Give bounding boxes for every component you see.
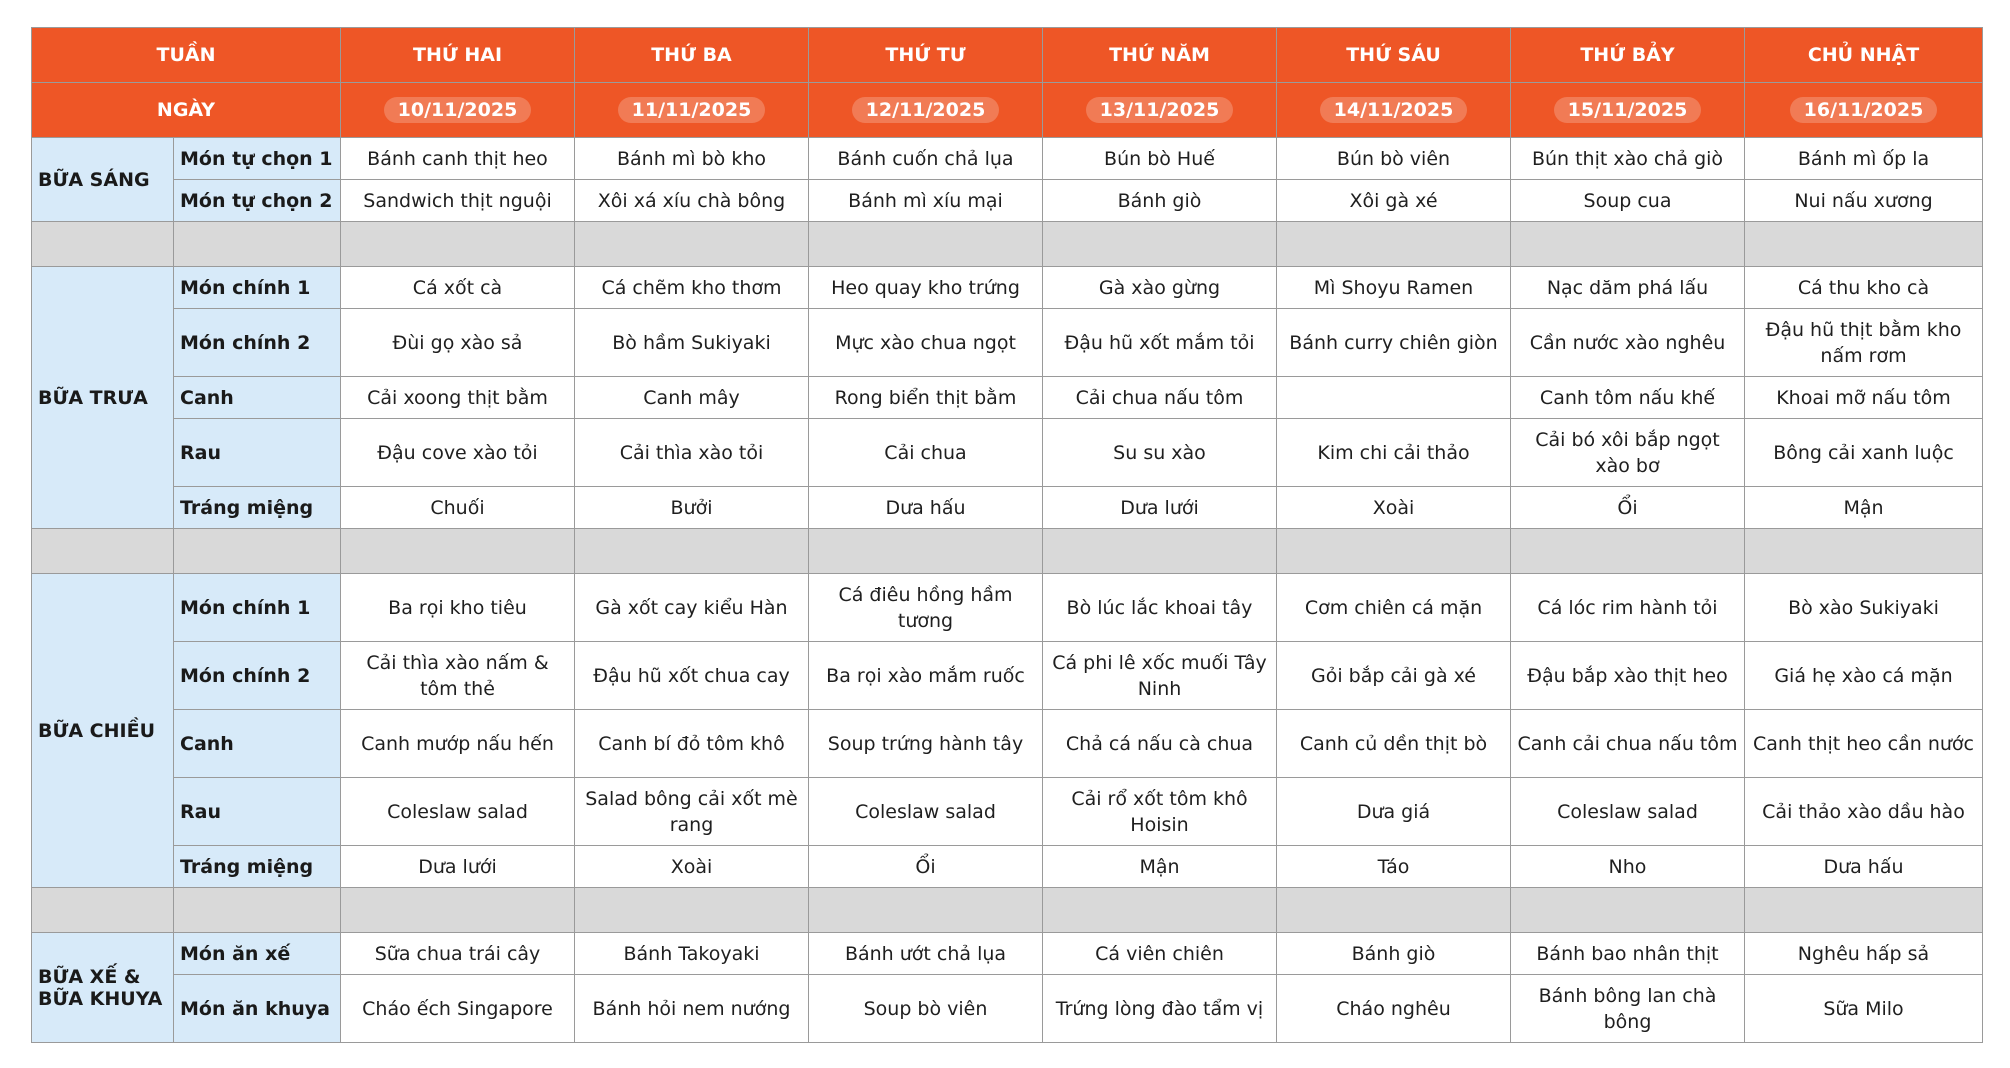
menu-cell: Cải thìa xào tỏi (575, 419, 809, 487)
menu-cell: Cá điêu hồng hầm tương (809, 574, 1043, 642)
menu-cell: Bún bò viên (1277, 138, 1511, 180)
menu-cell: Kim chi cải thảo (1277, 419, 1511, 487)
menu-cell: Nạc dăm phá lấu (1511, 267, 1745, 309)
menu-cell: Bánh cuốn chả lụa (809, 138, 1043, 180)
snack-row (32, 933, 1983, 975)
row-label: Món ăn khuya (174, 975, 341, 1043)
menu-cell: Gỏi bắp cải gà xé (1277, 642, 1511, 710)
menu-cell: Xôi gà xé (1277, 180, 1511, 222)
menu-cell (1277, 377, 1511, 419)
menu-cell: Cần nước xào nghêu (1511, 309, 1745, 377)
date-cell (1511, 83, 1745, 138)
menu-cell: Cá xốt cà (341, 267, 575, 309)
menu-cell: Canh tôm nấu khế (1511, 377, 1745, 419)
lunch-row (32, 419, 1983, 487)
date-badge: 15/11/2025 (1554, 97, 1702, 123)
menu-cell: Bánh giò (1043, 180, 1277, 222)
row-label: Rau (174, 419, 341, 487)
lunch-row (32, 487, 1983, 529)
row-label: Món chính 1 (174, 574, 341, 642)
menu-cell: Salad bông cải xốt mè rang (575, 778, 809, 846)
date-badge: 16/11/2025 (1790, 97, 1938, 123)
menu-cell: Cá lóc rim hành tỏi (1511, 574, 1745, 642)
meal-snack (32, 933, 174, 1043)
menu-cell: Bánh ướt chả lụa (809, 933, 1043, 975)
menu-cell: Cháo nghêu (1277, 975, 1511, 1043)
row-label: Món chính 1 (174, 267, 341, 309)
row-label: Canh (174, 710, 341, 778)
menu-cell: Táo (1277, 846, 1511, 888)
meal-dinner: BỮA CHIỀU (32, 574, 174, 888)
menu-cell: Canh cải chua nấu tôm (1511, 710, 1745, 778)
dinner-row (32, 778, 1983, 846)
menu-cell: Sữa chua trái cây (341, 933, 575, 975)
menu-cell: Bò hầm Sukiyaki (575, 309, 809, 377)
menu-cell: Cải thảo xào dầu hào (1745, 778, 1983, 846)
menu-cell: Đậu bắp xào thịt heo (1511, 642, 1745, 710)
menu-cell: Cải chua nấu tôm (1043, 377, 1277, 419)
menu-cell: Dưa lưới (1043, 487, 1277, 529)
menu-cell: Xôi xá xíu chà bông (575, 180, 809, 222)
lunch-row (32, 377, 1983, 419)
menu-cell: Bánh curry chiên giòn (1277, 309, 1511, 377)
date-badge: 14/11/2025 (1320, 97, 1468, 123)
menu-cell: Cải bó xôi bắp ngọt xào bơ (1511, 419, 1745, 487)
menu-cell: Soup cua (1511, 180, 1745, 222)
week-label: TUẦN (32, 28, 341, 83)
row-label: Tráng miệng (174, 846, 341, 888)
menu-cell: Bánh bao nhân thịt (1511, 933, 1745, 975)
menu-cell: Ba rọi kho tiêu (341, 574, 575, 642)
row-label: Món tự chọn 2 (174, 180, 341, 222)
lunch-row (32, 309, 1983, 377)
date-badge: 12/11/2025 (852, 97, 1000, 123)
menu-cell: Chuối (341, 487, 575, 529)
day-header: THỨ TƯ (809, 28, 1043, 83)
menu-cell: Đùi gọ xào sả (341, 309, 575, 377)
day-header: CHỦ NHẬT (1745, 28, 1983, 83)
header-row-days (32, 28, 1983, 83)
menu-cell: Soup trứng hành tây (809, 710, 1043, 778)
separator-row (32, 529, 1983, 574)
menu-cell: Đậu hũ xốt chua cay (575, 642, 809, 710)
breakfast-row (32, 180, 1983, 222)
menu-cell: Mì Shoyu Ramen (1277, 267, 1511, 309)
date-cell (809, 83, 1043, 138)
menu-cell: Rong biển thịt bằm (809, 377, 1043, 419)
date-cell (341, 83, 575, 138)
menu-cell: Cá chẽm kho thơm (575, 267, 809, 309)
menu-cell: Bánh hỏi nem nướng (575, 975, 809, 1043)
menu-cell: Mận (1043, 846, 1277, 888)
menu-cell: Cá viên chiên (1043, 933, 1277, 975)
menu-cell: Nho (1511, 846, 1745, 888)
row-label: Món ăn xế (174, 933, 341, 975)
menu-cell: Giá hẹ xào cá mặn (1745, 642, 1983, 710)
menu-cell: Canh mướp nấu hến (341, 710, 575, 778)
date-cell (1043, 83, 1277, 138)
menu-cell: Bò xào Sukiyaki (1745, 574, 1983, 642)
day-header: THỨ NĂM (1043, 28, 1277, 83)
snack-row (32, 975, 1983, 1043)
menu-cell: Bò lúc lắc khoai tây (1043, 574, 1277, 642)
menu-cell: Bông cải xanh luộc (1745, 419, 1983, 487)
date-cell (1745, 83, 1983, 138)
separator-row (32, 222, 1983, 267)
row-label: Canh (174, 377, 341, 419)
menu-cell: Gà xào gừng (1043, 267, 1277, 309)
menu-cell: Sữa Milo (1745, 975, 1983, 1043)
meal-snack-line2: BỮA KHUYA (38, 987, 163, 1010)
menu-cell: Mận (1745, 487, 1983, 529)
row-label: Rau (174, 778, 341, 846)
dinner-row (32, 574, 1983, 642)
menu-cell: Ổi (809, 846, 1043, 888)
menu-cell: Chả cá nấu cà chua (1043, 710, 1277, 778)
menu-cell: Cháo ếch Singapore (341, 975, 575, 1043)
menu-cell: Dưa lưới (341, 846, 575, 888)
menu-cell: Đậu hũ thịt bằm kho nấm rơm (1745, 309, 1983, 377)
dinner-row (32, 710, 1983, 778)
menu-cell: Dưa giá (1277, 778, 1511, 846)
breakfast-row (32, 138, 1983, 180)
menu-cell: Bún thịt xào chả giò (1511, 138, 1745, 180)
menu-cell: Cải rổ xốt tôm khô Hoisin (1043, 778, 1277, 846)
lunch-row (32, 267, 1983, 309)
menu-cell: Cơm chiên cá mặn (1277, 574, 1511, 642)
menu-cell: Coleslaw salad (809, 778, 1043, 846)
menu-cell: Su su xào (1043, 419, 1277, 487)
date-badge: 11/11/2025 (618, 97, 766, 123)
menu-cell: Dưa hấu (809, 487, 1043, 529)
row-label: Món chính 2 (174, 642, 341, 710)
menu-cell: Bánh mì bò kho (575, 138, 809, 180)
row-label: Tráng miệng (174, 487, 341, 529)
menu-cell: Cải chua (809, 419, 1043, 487)
date-cell (575, 83, 809, 138)
dinner-row (32, 846, 1983, 888)
menu-cell: Bánh giò (1277, 933, 1511, 975)
menu-cell: Gà xốt cay kiểu Hàn (575, 574, 809, 642)
menu-cell: Soup bò viên (809, 975, 1043, 1043)
menu-cell: Cải xoong thịt bằm (341, 377, 575, 419)
menu-cell: Canh thịt heo cần nước (1745, 710, 1983, 778)
row-label: Món chính 2 (174, 309, 341, 377)
menu-cell: Trứng lòng đào tẩm vị (1043, 975, 1277, 1043)
meal-breakfast: BỮA SÁNG (32, 138, 174, 222)
day-header: THỨ SÁU (1277, 28, 1511, 83)
meal-lunch: BỮA TRƯA (32, 267, 174, 529)
menu-cell: Xoài (575, 846, 809, 888)
menu-cell: Heo quay kho trứng (809, 267, 1043, 309)
day-header: THỨ BẢY (1511, 28, 1745, 83)
dinner-row (32, 642, 1983, 710)
menu-cell: Mực xào chua ngọt (809, 309, 1043, 377)
header-row-dates (32, 83, 1983, 138)
menu-cell: Nghêu hấp sả (1745, 933, 1983, 975)
menu-cell: Đậu cove xào tỏi (341, 419, 575, 487)
menu-cell: Cá phi lê xốc muối Tây Ninh (1043, 642, 1277, 710)
menu-cell: Bánh Takoyaki (575, 933, 809, 975)
menu-cell: Ổi (1511, 487, 1745, 529)
menu-cell: Bánh bông lan chà bông (1511, 975, 1745, 1043)
menu-cell: Sandwich thịt nguội (341, 180, 575, 222)
date-badge: 13/11/2025 (1086, 97, 1234, 123)
menu-cell: Bánh canh thịt heo (341, 138, 575, 180)
row-label: Món tự chọn 1 (174, 138, 341, 180)
date-cell (1277, 83, 1511, 138)
weekly-menu-table (31, 27, 1983, 1043)
meal-snack-line1: BỮA XẾ & (38, 965, 141, 988)
day-header: THỨ BA (575, 28, 809, 83)
date-label: NGÀY (32, 83, 341, 138)
menu-cell: Coleslaw salad (1511, 778, 1745, 846)
menu-cell: Canh mây (575, 377, 809, 419)
separator-row (32, 888, 1983, 933)
menu-cell: Bánh mì xíu mại (809, 180, 1043, 222)
menu-cell: Khoai mỡ nấu tôm (1745, 377, 1983, 419)
menu-cell: Coleslaw salad (341, 778, 575, 846)
menu-cell: Xoài (1277, 487, 1511, 529)
menu-cell: Bún bò Huế (1043, 138, 1277, 180)
menu-cell: Dưa hấu (1745, 846, 1983, 888)
menu-cell: Bưởi (575, 487, 809, 529)
menu-cell: Bánh mì ốp la (1745, 138, 1983, 180)
menu-cell: Cá thu kho cà (1745, 267, 1983, 309)
menu-cell: Nui nấu xương (1745, 180, 1983, 222)
day-header: THỨ HAI (341, 28, 575, 83)
menu-cell: Cải thìa xào nấm & tôm thẻ (341, 642, 575, 710)
menu-cell: Ba rọi xào mắm ruốc (809, 642, 1043, 710)
date-badge: 10/11/2025 (384, 97, 532, 123)
menu-cell: Đậu hũ xốt mắm tỏi (1043, 309, 1277, 377)
menu-cell: Canh củ dền thịt bò (1277, 710, 1511, 778)
menu-cell: Canh bí đỏ tôm khô (575, 710, 809, 778)
